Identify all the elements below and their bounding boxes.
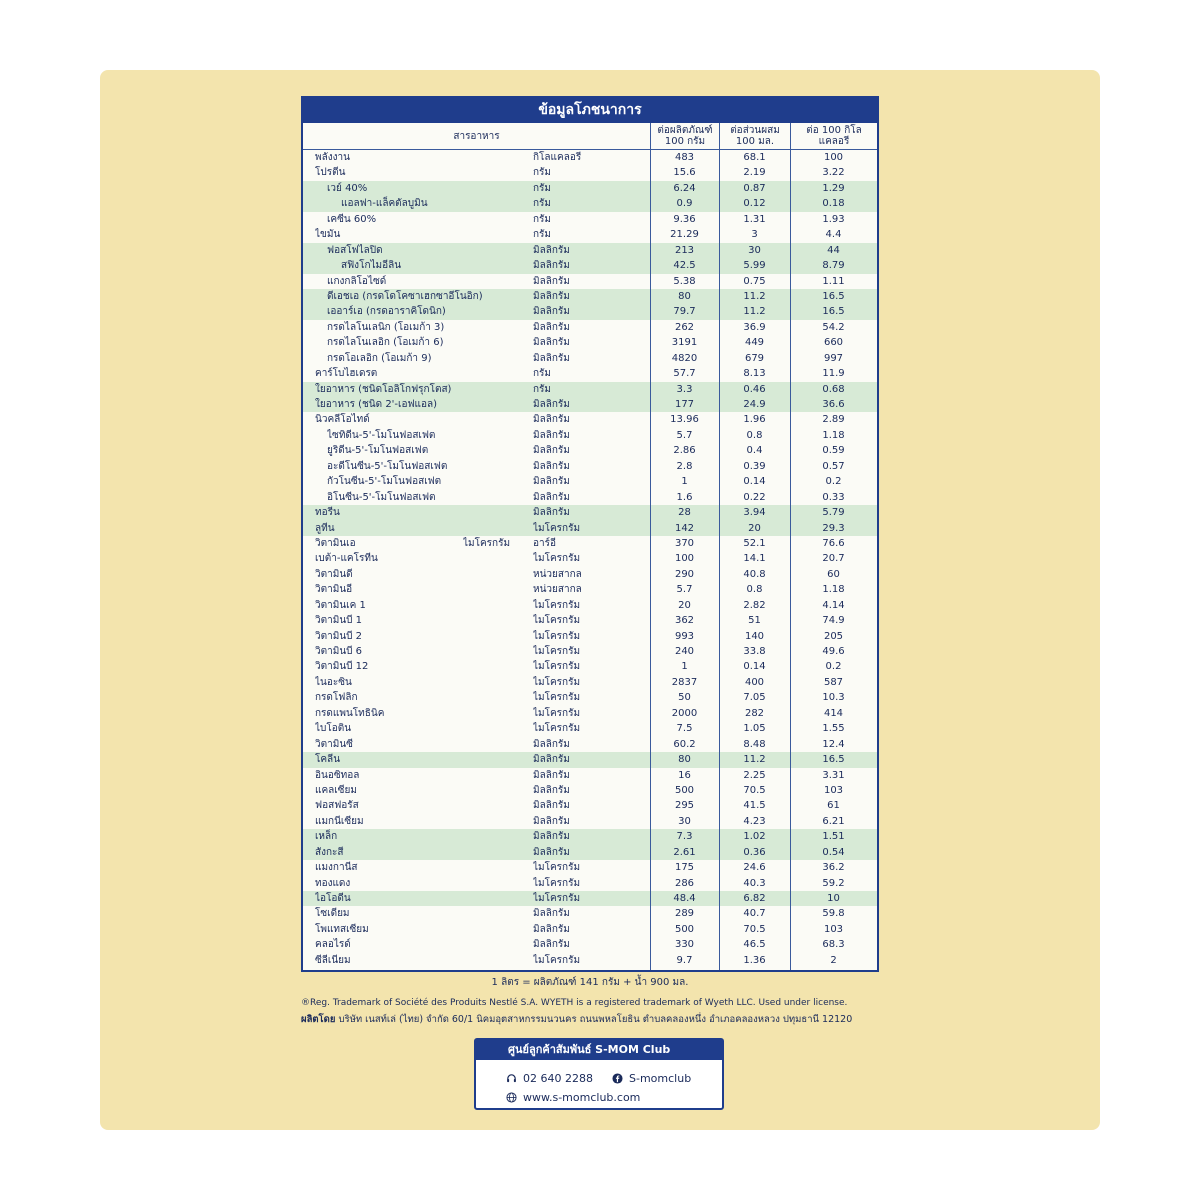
value-per-100g: 290	[674, 568, 695, 580]
manufacturer-label: ผลิตโดย	[301, 1014, 336, 1025]
value-per-100kcal: 4.14	[822, 599, 845, 611]
value-per-100g: 240	[674, 646, 695, 657]
value-per-100kcal: 44	[827, 244, 840, 256]
value-per-100ml: 14.1	[743, 553, 766, 565]
nutrient-unit: ไมโครกรัม	[533, 646, 581, 657]
value-per-100g: 15.6	[673, 167, 696, 179]
value-per-100ml: 41.5	[743, 800, 766, 812]
nutrient-name: แอลฟา-แล็คตัลบูมิน	[341, 198, 428, 210]
nutrient-name: พลังงาน	[315, 152, 350, 163]
nutrient-unit: กรัม	[533, 368, 552, 380]
nutrient-unit: ไมโครกรัม	[533, 676, 581, 688]
value-per-100g: 48.4	[673, 893, 696, 904]
nutrient-unit: ไมโครกรัม	[533, 877, 581, 889]
value-per-100kcal: 0.2	[825, 476, 842, 488]
value-per-100g: 5.38	[673, 275, 696, 287]
nutrient-name: ทองแดง	[315, 877, 351, 889]
value-per-100g: 4820	[671, 352, 698, 364]
value-per-100g: 2.86	[673, 445, 696, 457]
value-per-100kcal: 3.31	[822, 769, 845, 781]
nutrient-name: โคลีน	[315, 754, 341, 766]
nutrient-name: ซีลีเนียม	[315, 954, 351, 966]
nutrient-unit: มิลลิกรัม	[533, 399, 570, 410]
value-per-100kcal: 3.22	[822, 167, 845, 179]
nutrient-name: เออาร์เอ (กรดอาราคิโดนิก)	[327, 306, 446, 318]
nutrient-unit: มิลลิกรัม	[533, 846, 570, 858]
headset-icon	[506, 1073, 517, 1084]
value-per-100g: 2000	[671, 707, 698, 719]
nutrient-name: วิตามินบี 6	[315, 646, 363, 657]
nutrient-unit: มิลลิกรัม	[533, 337, 570, 349]
value-per-100kcal: 414	[823, 707, 844, 719]
nutrient-name: อินอซิทอล	[315, 769, 360, 781]
nutrient-name: ฟอสฟอรัส	[315, 800, 359, 812]
value-per-100g: 80	[678, 754, 691, 766]
nutrient-unit: กรัม	[533, 229, 552, 241]
value-per-100ml: 11.2	[743, 306, 766, 318]
value-per-100kcal: 0.18	[822, 198, 845, 210]
value-per-100kcal: 20.7	[822, 553, 845, 565]
value-per-100kcal: 103	[823, 923, 844, 935]
nutrient-unit: มิลลิกรัม	[533, 306, 570, 318]
value-per-100kcal: 1.18	[822, 584, 845, 596]
value-per-100ml: 70.5	[743, 923, 766, 935]
phone-number: 02 640 2288	[523, 1072, 593, 1085]
value-per-100kcal: 2	[830, 954, 837, 966]
value-per-100kcal: 8.79	[822, 260, 845, 272]
value-per-100kcal: 68.3	[822, 939, 845, 951]
nutrient-unit: มิลลิกรัม	[533, 923, 570, 935]
value-per-100g: 483	[674, 152, 695, 163]
nutrient-unit: มิลลิกรัม	[533, 275, 570, 287]
nutrient-unit: มิลลิกรัม	[533, 738, 570, 750]
value-per-100g: 42.5	[673, 260, 696, 272]
value-per-100ml: 0.75	[743, 275, 766, 287]
value-per-100g: 1.6	[676, 491, 693, 503]
nutrient-unit: มิลลิกรัม	[533, 445, 570, 457]
value-per-100g: 7.3	[676, 831, 693, 843]
nutrient-unit: มิลลิกรัม	[533, 414, 570, 426]
nutrient-name: ไนอะซิน	[315, 676, 352, 688]
column-divider	[719, 123, 720, 970]
value-per-100g: 330	[674, 939, 695, 951]
value-per-100kcal: 4.4	[825, 229, 842, 241]
nutrient-name: ใยอาหาร (ชนิด 2'-เอฟแอล)	[315, 399, 438, 410]
value-per-100ml: 1.96	[743, 414, 766, 426]
nutrient-name: ใยอาหาร (ชนิดโอลิโกฟรุกโตส)	[315, 383, 452, 395]
trademark-notice: ®Reg. Trademark of Société des Produits Nestlé S.A. WYETH is a registered trademark of Wyeth LLC. Used under license.	[301, 998, 848, 1008]
nutrient-unit: มิลลิกรัม	[533, 831, 570, 843]
nutrient-unit: มิลลิกรัม	[533, 491, 570, 503]
value-per-100ml: 11.2	[743, 754, 766, 766]
value-per-100g: 142	[674, 522, 695, 534]
value-per-100g: 2837	[671, 676, 698, 688]
value-per-100ml: 30	[748, 244, 761, 256]
value-per-100kcal: 36.6	[822, 399, 845, 410]
nutrient-name: โซเดียม	[315, 908, 350, 920]
nutrient-unit: หน่วยสากล	[533, 584, 582, 596]
manufacturer-address: บริษัท เนสท์เล่ (ไทย) จำกัด 60/1 นิคมอุตสาหกรรมนวนคร ถนนพหลโยธิน ตำบลคลองหนึ่ง อำเภอคลองหลวง ปทุมธานี 12120	[338, 1014, 853, 1025]
value-per-100ml: 0.8	[746, 429, 763, 441]
value-per-100kcal: 76.6	[822, 537, 845, 549]
value-per-100ml: 3	[751, 229, 758, 241]
value-per-100ml: 36.9	[743, 321, 766, 333]
nutrient-unit: มิลลิกรัม	[533, 321, 570, 333]
value-per-100ml: 5.99	[743, 260, 766, 272]
nutrient-unit: อาร์อี	[533, 537, 556, 549]
value-per-100kcal: 74.9	[822, 615, 845, 627]
value-per-100g: 286	[674, 877, 695, 889]
nutrient-name: วิตามินดี	[315, 568, 353, 580]
value-per-100ml: 46.5	[743, 939, 766, 951]
website-url: www.s-momclub.com	[523, 1091, 641, 1104]
nutrient-name: วิตามินซี	[315, 738, 353, 750]
value-per-100ml: 0.14	[743, 661, 766, 673]
value-per-100g: 500	[674, 923, 695, 935]
nutrient-name: ไอโอดีน	[315, 893, 351, 904]
value-per-100ml: 679	[744, 352, 765, 364]
value-per-100ml: 3.94	[743, 507, 766, 519]
nutrient-name: แมงกานีส	[315, 862, 358, 874]
value-per-100ml: 8.13	[743, 368, 766, 380]
column-divider	[650, 123, 651, 970]
value-per-100ml: 0.22	[743, 491, 766, 503]
value-per-100g: 5.7	[676, 584, 693, 596]
value-per-100ml: 68.1	[743, 152, 766, 163]
nutrient-unit: กรัม	[533, 182, 552, 194]
value-per-100kcal: 0.57	[822, 460, 845, 472]
nutrient-unit: กรัม	[533, 167, 552, 179]
nutrient-name: โพแทสเซียม	[315, 923, 369, 935]
value-per-100kcal: 11.9	[822, 368, 845, 380]
value-per-100kcal: 2.89	[822, 414, 845, 426]
value-per-100kcal: 16.5	[822, 754, 845, 766]
nutrient-name: วิตามินบี 12	[315, 661, 369, 673]
nutrient-name: ไบโอติน	[315, 723, 352, 735]
value-per-100kcal: 1.55	[822, 723, 845, 735]
nutrient-name: นิวคลีโอไทด์	[315, 414, 370, 426]
value-per-100ml: 51	[748, 615, 761, 627]
value-per-100g: 60.2	[673, 738, 696, 750]
value-per-100ml: 2.25	[743, 769, 766, 781]
value-per-100ml: 400	[744, 676, 765, 688]
value-per-100ml: 52.1	[743, 537, 766, 549]
value-per-100kcal: 997	[823, 352, 844, 364]
value-per-100kcal: 59.8	[822, 908, 845, 920]
nutrient-unit: ไมโครกรัม	[533, 522, 581, 534]
nutrient-name: กรดโอเลอิก (โอเมก้า 9)	[327, 352, 432, 364]
value-per-100kcal: 1.93	[822, 213, 845, 225]
nutrient-name: วิตามินบี 2	[315, 630, 363, 642]
nutrient-unit: ไมโครกรัม	[533, 723, 581, 735]
phone-line	[506, 1072, 593, 1085]
nutrient-name: ทอรีน	[315, 507, 340, 519]
value-per-100g: 175	[674, 862, 695, 874]
value-per-100kcal: 16.5	[822, 290, 845, 302]
value-per-100ml: 0.12	[743, 198, 766, 210]
value-per-100g: 13.96	[670, 414, 699, 426]
value-per-100ml: 0.8	[746, 584, 763, 596]
value-per-100g: 295	[674, 800, 695, 812]
value-per-100ml: 20	[748, 522, 761, 534]
manufacturer-info	[301, 1012, 901, 1027]
nutrient-unit: มิลลิกรัม	[533, 460, 570, 472]
nutrient-name: กรดโฟลิก	[315, 692, 358, 704]
nutrient-unit: มิลลิกรัม	[533, 429, 570, 441]
value-per-100g: 3191	[671, 337, 698, 349]
value-per-100kcal: 54.2	[822, 321, 845, 333]
value-per-100g: 16	[678, 769, 691, 781]
nutrient-name: อิโนซีน-5'-โมโนฟอสเฟต	[327, 491, 436, 503]
nutrient-unit: มิลลิกรัม	[533, 800, 570, 812]
value-per-100kcal: 5.79	[822, 507, 845, 519]
nutrient-unit: กรัม	[533, 383, 552, 395]
nutrient-unit: ไมโครกรัม	[533, 707, 581, 719]
nutrient-name: เคซีน 60%	[327, 213, 377, 225]
nutrient-name: ยูริดีน-5'-โมโนฟอสเฟต	[327, 445, 429, 457]
value-per-100ml: 1.05	[743, 723, 766, 735]
nutrient-name: กรดไลโนเลอิก (โอเมก้า 6)	[327, 337, 444, 349]
value-per-100g: 100	[674, 553, 695, 565]
nutrient-unit: มิลลิกรัม	[533, 939, 570, 951]
nutrient-unit-secondary: ไมโครกรัม	[463, 537, 511, 549]
value-per-100g: 262	[674, 321, 695, 333]
nutrient-name: เหล็ก	[315, 831, 338, 843]
nutrient-name: กัวโนซีน-5'-โมโนฟอสเฟต	[327, 476, 442, 488]
value-per-100ml: 282	[744, 707, 765, 719]
nutrient-name: ไซทิดีน-5'-โมโนฟอสเฟต	[327, 429, 436, 441]
header-per-100ml: ต่อส่วนผสม 100 มล.	[719, 123, 790, 149]
nutrient-unit: มิลลิกรัม	[533, 754, 570, 766]
value-per-100ml: 24.9	[743, 399, 766, 410]
value-per-100ml: 2.82	[743, 599, 766, 611]
value-per-100g: 500	[674, 784, 695, 796]
nutrient-unit: ไมโครกรัม	[533, 599, 581, 611]
value-per-100ml: 11.2	[743, 290, 766, 302]
column-divider	[790, 123, 791, 970]
nutrient-name: เวย์ 40%	[327, 182, 368, 194]
nutrient-unit: กรัม	[533, 213, 552, 225]
nutrient-name: สังกะสี	[315, 846, 344, 858]
value-per-100kcal: 60	[827, 568, 840, 580]
nutrient-unit: มิลลิกรัม	[533, 769, 570, 781]
value-per-100g: 2.8	[676, 460, 693, 472]
value-per-100g: 213	[674, 244, 695, 256]
nutrient-name: ไขมัน	[315, 229, 341, 241]
value-per-100g: 1	[681, 661, 688, 673]
nutrient-name: โปรตีน	[315, 167, 346, 179]
value-per-100ml: 40.3	[743, 877, 766, 889]
value-per-100kcal: 0.54	[822, 846, 845, 858]
value-per-100g: 9.36	[673, 213, 696, 225]
value-per-100kcal: 61	[827, 800, 840, 812]
nutrient-name: แมกนีเซียม	[315, 815, 364, 827]
value-per-100kcal: 103	[823, 784, 844, 796]
value-per-100ml: 0.87	[743, 182, 766, 194]
nutrient-unit: กรัม	[533, 198, 552, 210]
value-per-100g: 5.7	[676, 429, 693, 441]
value-per-100g: 7.5	[676, 723, 693, 735]
value-per-100g: 9.7	[676, 954, 693, 966]
value-per-100g: 2.61	[673, 846, 696, 858]
nutrient-unit: ไมโครกรัม	[533, 630, 581, 642]
nutrient-name: วิตามินบี 1	[315, 615, 363, 627]
value-per-100ml: 0.4	[746, 445, 763, 457]
nutrient-unit: ไมโครกรัม	[533, 615, 581, 627]
nutrient-unit: หน่วยสากล	[533, 568, 582, 580]
nutrient-unit: มิลลิกรัม	[533, 908, 570, 920]
value-per-100ml: 8.48	[743, 738, 766, 750]
nutrient-name: วิตามินอี	[315, 584, 353, 596]
value-per-100kcal: 6.21	[822, 815, 845, 827]
value-per-100g: 0.9	[676, 198, 693, 210]
value-per-100g: 30	[678, 815, 691, 827]
value-per-100g: 177	[674, 399, 695, 410]
nutrient-name: วิตามินเอ	[315, 537, 356, 549]
facebook-line	[612, 1072, 691, 1085]
value-per-100kcal: 1.18	[822, 429, 845, 441]
value-per-100ml: 0.36	[743, 846, 766, 858]
nutrient-name: สฟิงโกไมอีลิน	[341, 260, 402, 272]
nutrient-unit: ไมโครกรัม	[533, 692, 581, 704]
value-per-100kcal: 1.11	[822, 275, 845, 287]
value-per-100ml: 0.39	[743, 460, 766, 472]
value-per-100ml: 4.23	[743, 815, 766, 827]
value-per-100ml: 1.31	[743, 213, 766, 225]
value-per-100kcal: 29.3	[822, 522, 845, 534]
nutrient-name: เบต้า-แคโรทีน	[315, 553, 378, 565]
nutrient-name: แคลเซียม	[315, 784, 357, 796]
value-per-100kcal: 36.2	[822, 862, 845, 874]
value-per-100ml: 2.19	[743, 167, 766, 179]
mixing-footnote: 1 ลิตร = ผลิตภัณฑ์ 141 กรัม + น้ำ 900 มล.	[491, 977, 689, 988]
value-per-100kcal: 0.59	[822, 445, 845, 457]
header-per-100kcal: ต่อ 100 กิโลแคลอรี	[790, 123, 877, 149]
value-per-100kcal: 0.68	[822, 383, 845, 395]
value-per-100kcal: 0.33	[822, 491, 845, 503]
nutrient-name: ดีเอชเอ (กรดโดโคซาเฮกซาอีโนอิก)	[327, 290, 483, 302]
value-per-100g: 1	[681, 476, 688, 488]
value-per-100ml: 140	[744, 630, 765, 642]
nutrient-name: คาร์โบไฮเดรต	[315, 368, 378, 380]
value-per-100kcal: 205	[823, 630, 844, 642]
customer-service-box	[474, 1038, 724, 1110]
facebook-handle: S-momclub	[629, 1072, 692, 1085]
value-per-100g: 6.24	[673, 182, 696, 194]
nutrient-unit: มิลลิกรัม	[533, 244, 570, 256]
nutrient-unit: ไมโครกรัม	[533, 553, 581, 565]
value-per-100g: 21.29	[670, 229, 699, 241]
value-per-100g: 80	[678, 290, 691, 302]
value-per-100kcal: 10	[827, 893, 840, 904]
nutrient-name: วิตามินเค 1	[315, 599, 366, 611]
nutrient-name: คลอไรด์	[315, 939, 351, 951]
value-per-100kcal: 660	[823, 337, 844, 349]
value-per-100g: 20	[678, 599, 691, 611]
nutrient-name: กรดไลโนเลนิก (โอเมก้า 3)	[327, 321, 445, 333]
nutrient-unit: มิลลิกรัม	[533, 290, 570, 302]
customer-service-title: ศูนย์ลูกค้าสัมพันธ์ S-MOM Club	[476, 1040, 722, 1060]
header-per-100g: ต่อผลิตภัณฑ์ 100 กรัม	[650, 123, 719, 149]
nutrient-unit: มิลลิกรัม	[533, 507, 570, 519]
nutrient-unit: กิโลแคลอรี	[533, 152, 582, 163]
value-per-100ml: 40.8	[743, 568, 766, 580]
value-per-100ml: 0.14	[743, 476, 766, 488]
value-per-100kcal: 1.29	[822, 182, 845, 194]
nutrient-name: กรดแพนโทธินิค	[315, 707, 385, 719]
value-per-100ml: 7.05	[743, 692, 766, 704]
nutrient-name: ฟอสโฟไลปิด	[327, 244, 383, 256]
value-per-100ml: 1.02	[743, 831, 766, 843]
nutrient-unit: มิลลิกรัม	[533, 260, 570, 272]
nutrient-unit: ไมโครกรัม	[533, 661, 581, 673]
value-per-100kcal: 10.3	[822, 692, 845, 704]
nutrient-unit: ไมโครกรัม	[533, 954, 581, 966]
value-per-100g: 57.7	[673, 368, 696, 380]
globe-icon	[506, 1092, 517, 1103]
value-per-100g: 3.3	[676, 383, 693, 395]
nutrient-unit: มิลลิกรัม	[533, 815, 570, 827]
value-per-100kcal: 100	[823, 152, 844, 163]
nutrient-name: แกงกลิโอไซด์	[327, 275, 387, 287]
value-per-100g: 79.7	[673, 306, 696, 318]
value-per-100ml: 449	[744, 337, 765, 349]
value-per-100ml: 0.46	[743, 383, 766, 395]
value-per-100ml: 33.8	[743, 646, 766, 657]
value-per-100kcal: 1.51	[822, 831, 845, 843]
value-per-100ml: 40.7	[743, 908, 766, 920]
facebook-icon	[612, 1073, 623, 1084]
header-nutrient: สารอาหาร	[453, 130, 500, 142]
value-per-100g: 28	[678, 507, 691, 519]
value-per-100ml: 1.36	[743, 954, 766, 966]
nutrient-name: อะดีโนซีน-5'-โมโนฟอสเฟต	[327, 460, 448, 472]
value-per-100ml: 70.5	[743, 784, 766, 796]
value-per-100kcal: 16.5	[822, 306, 845, 318]
nutrient-unit: มิลลิกรัม	[533, 784, 570, 796]
value-per-100kcal: 59.2	[822, 877, 845, 889]
nutrition-facts-table	[301, 96, 879, 972]
value-per-100kcal: 0.2	[825, 661, 842, 673]
value-per-100ml: 6.82	[743, 893, 766, 904]
nutrient-unit: ไมโครกรัม	[533, 862, 581, 874]
table-title: ข้อมูลโภชนาการ	[303, 98, 877, 123]
value-per-100g: 50	[678, 692, 691, 704]
value-per-100g: 362	[674, 615, 695, 627]
value-per-100g: 370	[674, 537, 695, 549]
website-line	[506, 1091, 640, 1104]
value-per-100g: 993	[674, 630, 695, 642]
value-per-100kcal: 587	[823, 676, 844, 688]
nutrient-unit: มิลลิกรัม	[533, 476, 570, 488]
nutrient-unit: ไมโครกรัม	[533, 893, 581, 904]
value-per-100g: 289	[674, 908, 695, 920]
nutrient-name: ลูทีน	[315, 522, 335, 534]
value-per-100kcal: 49.6	[822, 646, 845, 657]
nutrient-unit: มิลลิกรัม	[533, 352, 570, 364]
value-per-100ml: 24.6	[743, 862, 766, 874]
value-per-100kcal: 12.4	[822, 738, 845, 750]
